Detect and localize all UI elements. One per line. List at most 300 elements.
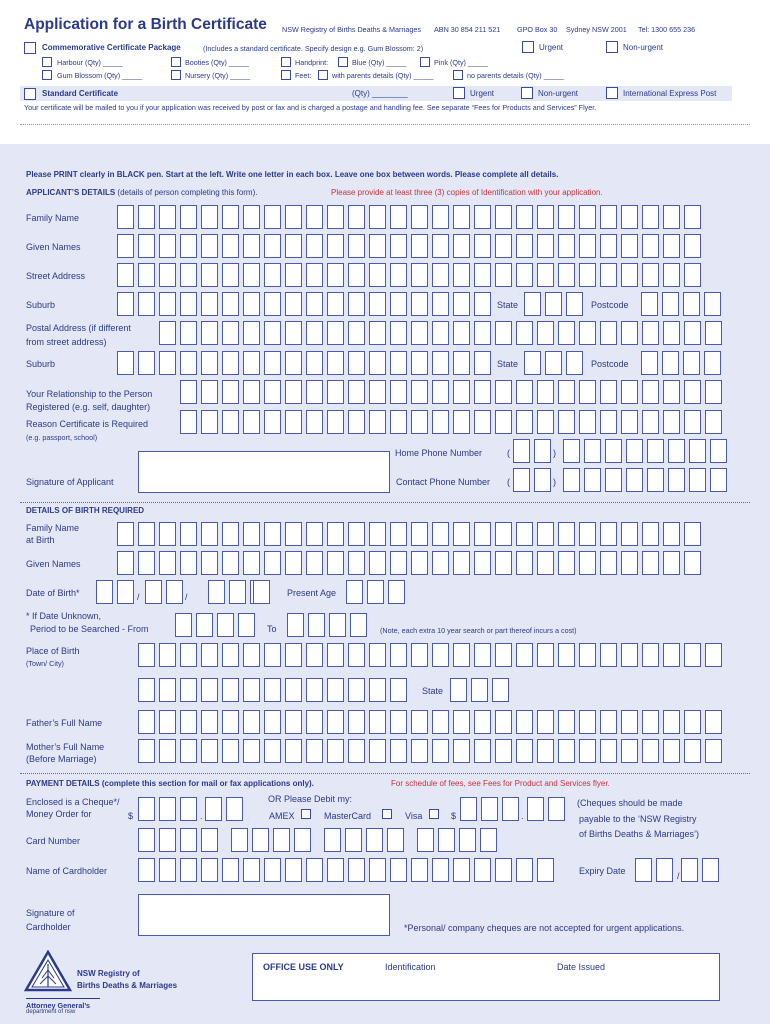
pink-checkbox[interactable] — [420, 57, 430, 67]
given-names-box[interactable] — [537, 234, 554, 258]
mother-name-box[interactable] — [201, 739, 218, 763]
street-address-box[interactable] — [180, 263, 197, 287]
street-address-box[interactable] — [453, 263, 470, 287]
birth-given-names-box[interactable] — [537, 551, 554, 575]
mother-name-box[interactable] — [348, 739, 365, 763]
suburb-box[interactable] — [411, 292, 428, 316]
place-of-birth-box[interactable] — [411, 643, 428, 667]
mother-name-box[interactable] — [243, 739, 260, 763]
reason-box[interactable] — [705, 410, 722, 434]
birth-family-name-box[interactable] — [474, 522, 491, 546]
street-address-box[interactable] — [516, 263, 533, 287]
birth-family-name-box[interactable] — [621, 522, 638, 546]
postal-suburb-box[interactable] — [390, 351, 407, 375]
relationship-box[interactable] — [327, 380, 344, 404]
street-address-box[interactable] — [558, 263, 575, 287]
father-name-box[interactable] — [516, 710, 533, 734]
place-of-birth-box[interactable] — [369, 643, 386, 667]
postal-suburb-box[interactable] — [411, 351, 428, 375]
mother-name-box[interactable] — [369, 739, 386, 763]
suburb-box[interactable] — [432, 292, 449, 316]
handprint-checkbox[interactable] — [281, 57, 291, 67]
family-name-box[interactable] — [684, 205, 701, 229]
birth-family-name-box[interactable] — [390, 522, 407, 546]
postal-address-box[interactable] — [474, 321, 491, 345]
visa-checkbox[interactable] — [429, 809, 439, 819]
reason-box[interactable] — [327, 410, 344, 434]
birth-family-name-box[interactable] — [159, 522, 176, 546]
home-phone-box[interactable] — [689, 439, 706, 463]
cardholder-name-box[interactable] — [201, 858, 218, 882]
place-of-birth-2-box[interactable] — [306, 678, 323, 702]
birth-family-name-box[interactable] — [558, 522, 575, 546]
place-of-birth-2-box[interactable] — [222, 678, 239, 702]
family-name-box[interactable] — [495, 205, 512, 229]
birth-family-name-box[interactable] — [432, 522, 449, 546]
place-of-birth-box[interactable] — [180, 643, 197, 667]
blue-checkbox[interactable] — [338, 57, 348, 67]
cheque-dollars-box[interactable] — [180, 797, 197, 821]
relationship-box[interactable] — [390, 380, 407, 404]
place-of-birth-box[interactable] — [306, 643, 323, 667]
place-of-birth-2-box[interactable] — [327, 678, 344, 702]
street-address-box[interactable] — [579, 263, 596, 287]
birth-given-names-box[interactable] — [138, 551, 155, 575]
cardholder-name-box[interactable] — [537, 858, 554, 882]
postal-suburb-box[interactable] — [432, 351, 449, 375]
place-of-birth-box[interactable] — [600, 643, 617, 667]
reason-box[interactable] — [432, 410, 449, 434]
mother-name-box[interactable] — [663, 739, 680, 763]
street-address-box[interactable] — [348, 263, 365, 287]
commemorative-non-urgent-checkbox[interactable] — [606, 41, 618, 53]
postal-suburb-box[interactable] — [285, 351, 302, 375]
postal-address-box[interactable] — [411, 321, 428, 345]
debit-dollars-box[interactable] — [502, 797, 519, 821]
dob-day-box[interactable] — [96, 580, 113, 604]
relationship-box[interactable] — [642, 380, 659, 404]
place-of-birth-box[interactable] — [432, 643, 449, 667]
express-post-checkbox[interactable] — [606, 87, 618, 99]
family-name-box[interactable] — [138, 205, 155, 229]
birth-family-name-box[interactable] — [453, 522, 470, 546]
place-of-birth-2-box[interactable] — [201, 678, 218, 702]
mother-name-box[interactable] — [411, 739, 428, 763]
relationship-box[interactable] — [495, 380, 512, 404]
father-name-box[interactable] — [369, 710, 386, 734]
father-name-box[interactable] — [705, 710, 722, 734]
postcode-box[interactable] — [704, 292, 721, 316]
no-parents-checkbox[interactable] — [453, 70, 463, 80]
place-of-birth-2-box[interactable] — [348, 678, 365, 702]
postal-address-box[interactable] — [264, 321, 281, 345]
father-name-box[interactable] — [642, 710, 659, 734]
present-age-box[interactable] — [388, 580, 405, 604]
place-of-birth-box[interactable] — [159, 643, 176, 667]
birth-state-box[interactable] — [492, 678, 509, 702]
place-of-birth-box[interactable] — [243, 643, 260, 667]
birth-family-name-box[interactable] — [180, 522, 197, 546]
mother-name-box[interactable] — [138, 739, 155, 763]
card-number-group-4-box[interactable] — [480, 828, 497, 852]
birth-given-names-box[interactable] — [327, 551, 344, 575]
place-of-birth-box[interactable] — [705, 643, 722, 667]
postal-address-box[interactable] — [243, 321, 260, 345]
cardholder-name-box[interactable] — [327, 858, 344, 882]
relationship-box[interactable] — [222, 380, 239, 404]
cardholder-name-box[interactable] — [159, 858, 176, 882]
birth-given-names-box[interactable] — [642, 551, 659, 575]
place-of-birth-box[interactable] — [222, 643, 239, 667]
given-names-box[interactable] — [306, 234, 323, 258]
cheque-cents-box[interactable] — [226, 797, 243, 821]
reason-box[interactable] — [558, 410, 575, 434]
mother-name-box[interactable] — [285, 739, 302, 763]
father-name-box[interactable] — [453, 710, 470, 734]
street-address-box[interactable] — [600, 263, 617, 287]
mother-name-box[interactable] — [558, 739, 575, 763]
relationship-box[interactable] — [663, 380, 680, 404]
birth-given-names-box[interactable] — [663, 551, 680, 575]
given-names-box[interactable] — [558, 234, 575, 258]
search-from-box[interactable] — [217, 613, 234, 637]
mother-name-box[interactable] — [537, 739, 554, 763]
cardholder-name-box[interactable] — [516, 858, 533, 882]
family-name-box[interactable] — [201, 205, 218, 229]
relationship-box[interactable] — [537, 380, 554, 404]
family-name-box[interactable] — [348, 205, 365, 229]
postal-suburb-box[interactable] — [117, 351, 134, 375]
relationship-box[interactable] — [705, 380, 722, 404]
street-address-box[interactable] — [285, 263, 302, 287]
given-names-box[interactable] — [159, 234, 176, 258]
contact-phone-number-box[interactable] — [668, 468, 685, 492]
relationship-box[interactable] — [180, 380, 197, 404]
street-address-box[interactable] — [159, 263, 176, 287]
mother-name-box[interactable] — [684, 739, 701, 763]
birth-family-name-box[interactable] — [684, 522, 701, 546]
reason-box[interactable] — [390, 410, 407, 434]
place-of-birth-box[interactable] — [579, 643, 596, 667]
place-of-birth-2-box[interactable] — [285, 678, 302, 702]
reason-box[interactable] — [621, 410, 638, 434]
suburb-box[interactable] — [474, 292, 491, 316]
street-address-box[interactable] — [138, 263, 155, 287]
cardholder-name-box[interactable] — [138, 858, 155, 882]
postcode-box[interactable] — [683, 292, 700, 316]
family-name-box[interactable] — [621, 205, 638, 229]
given-names-box[interactable] — [201, 234, 218, 258]
standard-non-urgent-checkbox[interactable] — [521, 87, 533, 99]
given-names-box[interactable] — [348, 234, 365, 258]
postal-address-box[interactable] — [180, 321, 197, 345]
reason-box[interactable] — [579, 410, 596, 434]
postal-suburb-box[interactable] — [369, 351, 386, 375]
place-of-birth-box[interactable] — [264, 643, 281, 667]
given-names-box[interactable] — [684, 234, 701, 258]
postal-address-box[interactable] — [705, 321, 722, 345]
reason-box[interactable] — [201, 410, 218, 434]
family-name-box[interactable] — [537, 205, 554, 229]
father-name-box[interactable] — [285, 710, 302, 734]
street-address-box[interactable] — [264, 263, 281, 287]
suburb-box[interactable] — [180, 292, 197, 316]
birth-family-name-box[interactable] — [495, 522, 512, 546]
family-name-box[interactable] — [474, 205, 491, 229]
street-address-box[interactable] — [411, 263, 428, 287]
search-to-box[interactable] — [329, 613, 346, 637]
birth-family-name-box[interactable] — [348, 522, 365, 546]
postal-address-box[interactable] — [558, 321, 575, 345]
family-name-box[interactable] — [600, 205, 617, 229]
family-name-box[interactable] — [117, 205, 134, 229]
birth-given-names-box[interactable] — [558, 551, 575, 575]
birth-given-names-box[interactable] — [348, 551, 365, 575]
postal-state-box[interactable] — [566, 351, 583, 375]
father-name-box[interactable] — [558, 710, 575, 734]
home-phone-box[interactable] — [563, 439, 580, 463]
cardholder-name-box[interactable] — [180, 858, 197, 882]
reason-box[interactable] — [453, 410, 470, 434]
mother-name-box[interactable] — [390, 739, 407, 763]
home-phone-area-box[interactable] — [534, 439, 551, 463]
birth-given-names-box[interactable] — [117, 551, 134, 575]
home-phone-box[interactable] — [626, 439, 643, 463]
family-name-box[interactable] — [432, 205, 449, 229]
family-name-box[interactable] — [453, 205, 470, 229]
suburb-box[interactable] — [306, 292, 323, 316]
amex-checkbox[interactable] — [301, 809, 311, 819]
home-phone-box[interactable] — [668, 439, 685, 463]
card-number-group-2-box[interactable] — [231, 828, 248, 852]
postal-suburb-box[interactable] — [138, 351, 155, 375]
place-of-birth-box[interactable] — [621, 643, 638, 667]
father-name-box[interactable] — [138, 710, 155, 734]
family-name-box[interactable] — [558, 205, 575, 229]
contact-phone-number-box[interactable] — [605, 468, 622, 492]
birth-family-name-box[interactable] — [306, 522, 323, 546]
relationship-box[interactable] — [558, 380, 575, 404]
postal-suburb-box[interactable] — [474, 351, 491, 375]
place-of-birth-box[interactable] — [558, 643, 575, 667]
given-names-box[interactable] — [285, 234, 302, 258]
mother-name-box[interactable] — [495, 739, 512, 763]
place-of-birth-2-box[interactable] — [369, 678, 386, 702]
family-name-box[interactable] — [516, 205, 533, 229]
cardholder-name-box[interactable] — [222, 858, 239, 882]
postal-suburb-box[interactable] — [327, 351, 344, 375]
street-address-box[interactable] — [663, 263, 680, 287]
birth-family-name-box[interactable] — [138, 522, 155, 546]
relationship-box[interactable] — [369, 380, 386, 404]
card-number-group-3-box[interactable] — [387, 828, 404, 852]
dob-year-last-box[interactable] — [253, 580, 270, 604]
postal-postcode-box[interactable] — [662, 351, 679, 375]
birth-family-name-box[interactable] — [411, 522, 428, 546]
given-names-box[interactable] — [411, 234, 428, 258]
postal-suburb-box[interactable] — [222, 351, 239, 375]
reason-box[interactable] — [495, 410, 512, 434]
suburb-box[interactable] — [243, 292, 260, 316]
reason-box[interactable] — [306, 410, 323, 434]
place-of-birth-box[interactable] — [663, 643, 680, 667]
place-of-birth-box[interactable] — [390, 643, 407, 667]
cardholder-name-box[interactable] — [285, 858, 302, 882]
given-names-box[interactable] — [117, 234, 134, 258]
card-number-group-4-box[interactable] — [459, 828, 476, 852]
place-of-birth-box[interactable] — [285, 643, 302, 667]
relationship-box[interactable] — [453, 380, 470, 404]
home-phone-box[interactable] — [605, 439, 622, 463]
mother-name-box[interactable] — [621, 739, 638, 763]
place-of-birth-2-box[interactable] — [180, 678, 197, 702]
reason-box[interactable] — [348, 410, 365, 434]
contact-phone-number-box[interactable] — [584, 468, 601, 492]
postal-address-box[interactable] — [432, 321, 449, 345]
postal-address-box[interactable] — [642, 321, 659, 345]
given-names-box[interactable] — [621, 234, 638, 258]
mother-name-box[interactable] — [306, 739, 323, 763]
postal-postcode-box[interactable] — [704, 351, 721, 375]
card-number-group-3-box[interactable] — [345, 828, 362, 852]
postal-suburb-box[interactable] — [243, 351, 260, 375]
street-address-box[interactable] — [390, 263, 407, 287]
cardholder-name-box[interactable] — [264, 858, 281, 882]
reason-box[interactable] — [537, 410, 554, 434]
family-name-box[interactable] — [390, 205, 407, 229]
father-name-box[interactable] — [243, 710, 260, 734]
given-names-box[interactable] — [369, 234, 386, 258]
place-of-birth-2-box[interactable] — [159, 678, 176, 702]
suburb-box[interactable] — [348, 292, 365, 316]
father-name-box[interactable] — [474, 710, 491, 734]
postal-suburb-box[interactable] — [453, 351, 470, 375]
father-name-box[interactable] — [327, 710, 344, 734]
street-address-box[interactable] — [621, 263, 638, 287]
reason-box[interactable] — [243, 410, 260, 434]
family-name-box[interactable] — [369, 205, 386, 229]
birth-given-names-box[interactable] — [600, 551, 617, 575]
card-number-group-3-box[interactable] — [366, 828, 383, 852]
relationship-box[interactable] — [621, 380, 638, 404]
place-of-birth-box[interactable] — [495, 643, 512, 667]
mother-name-box[interactable] — [264, 739, 281, 763]
relationship-box[interactable] — [264, 380, 281, 404]
postal-suburb-box[interactable] — [348, 351, 365, 375]
given-names-box[interactable] — [243, 234, 260, 258]
given-names-box[interactable] — [579, 234, 596, 258]
place-of-birth-2-box[interactable] — [390, 678, 407, 702]
postal-address-box[interactable] — [537, 321, 554, 345]
card-number-group-4-box[interactable] — [417, 828, 434, 852]
search-from-box[interactable] — [175, 613, 192, 637]
postal-address-box[interactable] — [600, 321, 617, 345]
reason-box[interactable] — [516, 410, 533, 434]
place-of-birth-box[interactable] — [516, 643, 533, 667]
dob-month-box[interactable] — [145, 580, 162, 604]
postal-address-box[interactable] — [159, 321, 176, 345]
family-name-box[interactable] — [222, 205, 239, 229]
street-address-box[interactable] — [369, 263, 386, 287]
standard-checkbox[interactable] — [24, 88, 36, 100]
relationship-box[interactable] — [306, 380, 323, 404]
birth-family-name-box[interactable] — [264, 522, 281, 546]
given-names-box[interactable] — [474, 234, 491, 258]
birth-given-names-box[interactable] — [222, 551, 239, 575]
suburb-box[interactable] — [390, 292, 407, 316]
postcode-box[interactable] — [641, 292, 658, 316]
family-name-box[interactable] — [306, 205, 323, 229]
card-number-group-2-box[interactable] — [252, 828, 269, 852]
search-to-box[interactable] — [287, 613, 304, 637]
contact-phone-number-box[interactable] — [626, 468, 643, 492]
suburb-box[interactable] — [159, 292, 176, 316]
street-address-box[interactable] — [117, 263, 134, 287]
reason-box[interactable] — [684, 410, 701, 434]
contact-phone-number-box[interactable] — [710, 468, 727, 492]
birth-family-name-box[interactable] — [201, 522, 218, 546]
birth-given-names-box[interactable] — [516, 551, 533, 575]
postal-address-box[interactable] — [453, 321, 470, 345]
postal-postcode-box[interactable] — [641, 351, 658, 375]
family-name-box[interactable] — [180, 205, 197, 229]
cardholder-name-box[interactable] — [348, 858, 365, 882]
postal-address-box[interactable] — [285, 321, 302, 345]
mastercard-checkbox[interactable] — [382, 809, 392, 819]
cardholder-name-box[interactable] — [453, 858, 470, 882]
expiry-month-box[interactable] — [635, 858, 652, 882]
birth-given-names-box[interactable] — [495, 551, 512, 575]
street-address-box[interactable] — [327, 263, 344, 287]
street-address-box[interactable] — [495, 263, 512, 287]
card-number-group-3-box[interactable] — [324, 828, 341, 852]
mother-name-box[interactable] — [327, 739, 344, 763]
suburb-box[interactable] — [285, 292, 302, 316]
card-number-group-2-box[interactable] — [273, 828, 290, 852]
family-name-box[interactable] — [327, 205, 344, 229]
reason-box[interactable] — [642, 410, 659, 434]
card-number-group-1-box[interactable] — [201, 828, 218, 852]
present-age-box[interactable] — [367, 580, 384, 604]
cheque-dollars-box[interactable] — [159, 797, 176, 821]
given-names-box[interactable] — [432, 234, 449, 258]
father-name-box[interactable] — [663, 710, 680, 734]
postal-suburb-box[interactable] — [201, 351, 218, 375]
father-name-box[interactable] — [600, 710, 617, 734]
given-names-box[interactable] — [642, 234, 659, 258]
postal-address-box[interactable] — [201, 321, 218, 345]
place-of-birth-box[interactable] — [453, 643, 470, 667]
reason-box[interactable] — [285, 410, 302, 434]
card-number-group-1-box[interactable] — [180, 828, 197, 852]
birth-family-name-box[interactable] — [516, 522, 533, 546]
cardholder-signature-box[interactable] — [138, 894, 390, 936]
birth-given-names-box[interactable] — [432, 551, 449, 575]
place-of-birth-box[interactable] — [201, 643, 218, 667]
reason-box[interactable] — [180, 410, 197, 434]
birth-family-name-box[interactable] — [222, 522, 239, 546]
father-name-box[interactable] — [222, 710, 239, 734]
nursery-checkbox[interactable] — [171, 70, 181, 80]
search-to-box[interactable] — [350, 613, 367, 637]
expiry-month-box[interactable] — [656, 858, 673, 882]
reason-box[interactable] — [411, 410, 428, 434]
birth-family-name-box[interactable] — [642, 522, 659, 546]
relationship-box[interactable] — [474, 380, 491, 404]
postal-state-box[interactable] — [545, 351, 562, 375]
cardholder-name-box[interactable] — [432, 858, 449, 882]
given-names-box[interactable] — [600, 234, 617, 258]
